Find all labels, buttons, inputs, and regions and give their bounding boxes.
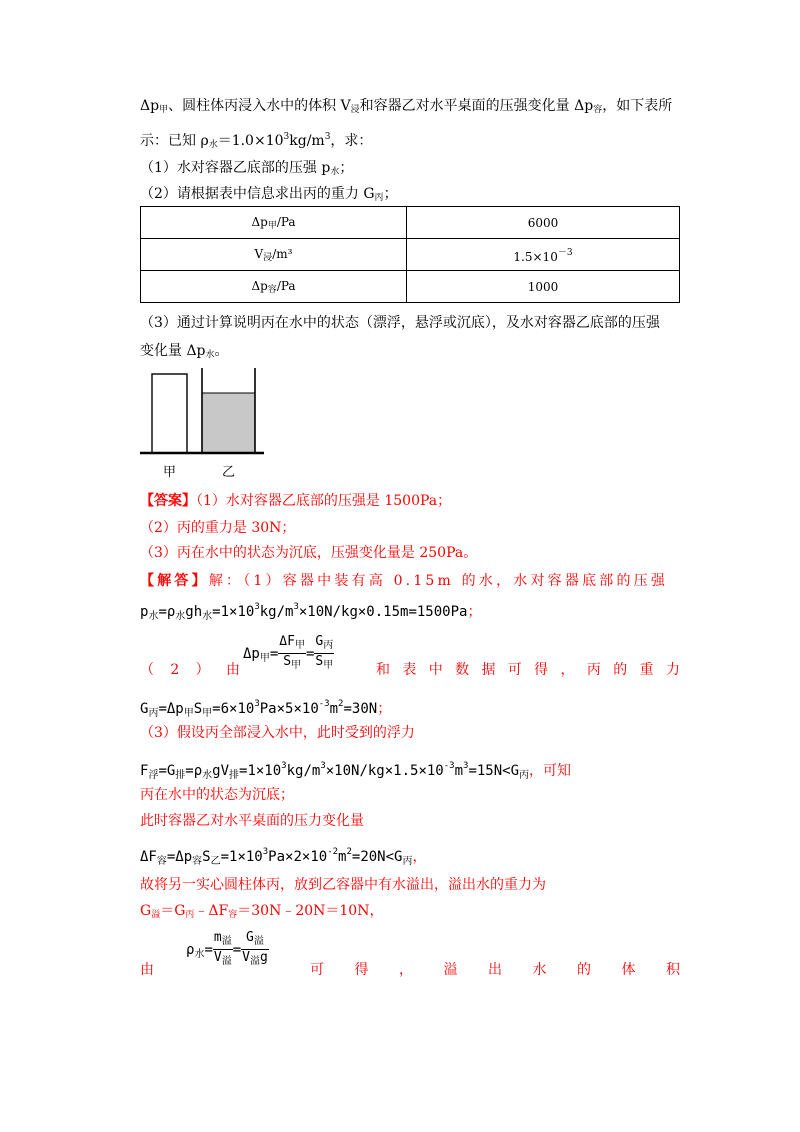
solution-part2-tail: 和 表 中 数 据 可 得 ， 丙 的 重 力 [376,662,680,678]
equation-2: $G_丙=\Delta p_甲S_甲=6\times 10^3Pa\times 5\times 10^{-3}m^2=30N$； [140,699,392,719]
subscript: 容 [593,105,603,115]
solution-sink-conclusion: 丙在水中的状态为沉底； [140,787,294,803]
answer-line-2: （2）丙的重力是 30N； [140,520,296,536]
intro-line-2 [140,127,372,155]
equation-fraction-pressure: Δp甲= $\frac{\Delta F_甲}{S_甲}$ = $\frac{G_丙}{S_甲}$ [243,634,334,671]
fraction: $\frac{\Delta F_甲}{S_甲}$ [279,634,305,671]
table-cell-value: 6000 [407,207,680,239]
table-row [141,207,680,239]
subscript: 甲 [159,105,169,115]
subscript: 浸 [350,105,360,115]
text: 解：（1）容器中装有高 0.15m 的水，水对容器底部的压强 [208,573,669,589]
equation-1: $p_水=\rho_水gh_水=1\times 10^3kg/m^3\times 10N/kg\times 0.15m=1500Pa$； [140,602,482,622]
equation-density-fraction: ρ水= $\frac{m_溢}{V_溢}$ = $\frac{G_溢}{V_溢g}$ [186,930,268,967]
equation-5: $G_溢=G_丙﹣\Delta F_容=30N﹣20N=10N$， [140,903,384,920]
table-row [141,239,680,271]
superscript: 3 [324,132,331,142]
solution-force-change-intro: 此时容器乙对水平桌面的压力变化量 [140,813,364,829]
subscript: 水 [208,140,218,150]
table-cell-value: 1000 [407,271,680,303]
label-jia: 甲 [163,465,177,480]
solution-part3: （3）假设丙全部浸入水中，此时受到的浮力 [140,725,415,741]
data-table [140,206,680,303]
solution-overflow-intro: 故将另一实心圆柱体丙，放到乙容器中有水溢出，溢出水的重力为 [140,877,546,893]
equation-4: $\Delta F_容=\Delta p_容S_乙=1\times 10^3Pa\times 2\times 10^{-2}m^2=20N<G_丙$， [140,847,427,867]
cylinder-jia [152,374,187,453]
answer-heading: 【答案】 [140,493,196,509]
text: ＝1.0×10 [217,133,284,149]
question-1 [140,158,353,182]
fraction: $\frac{G_丙}{S_甲}$ [315,634,334,671]
solution-final-lead: 由 [140,962,154,978]
text: 。 [214,343,229,359]
text: 、圆柱体丙浸入水中的体积 V [168,98,351,114]
equation-3: $F_浮=G_排=\rho_水gV_排=1\times 10^3kg/m^3\times 10N/kg\times 1.5\times 10^{-3}m^3=15N<G_丙$，可知 [140,761,572,781]
text: Δp [140,98,160,114]
text: kg/m [289,133,325,149]
text: （1）水对容器乙底部的压强 p [140,160,331,176]
text: 变化量 Δp [140,343,206,359]
container-figure [140,362,270,482]
superscript: 3 [283,132,290,142]
solution-heading-line [140,571,668,591]
question-3-line-1: （3）通过计算说明丙在水中的状态（漂浮，悬浮或沉底），及水对容器乙底部的压强 [140,315,660,331]
solution-final-tail: 可 得 ， 溢 出 水 的 体 积 [310,962,680,978]
table-cell-label: $\Delta p_甲/Pa$ [141,207,407,239]
text: ； [339,160,354,176]
table-cell-value: $1.5\times 10^{-3}$ [407,239,680,271]
water-in-container-yi [202,393,255,453]
subscript: 水 [330,167,340,177]
label-yi: 乙 [222,465,236,480]
text: ； [383,186,398,202]
subscript: 丙 [374,193,384,203]
intro-line-1 [140,96,672,120]
subscript: 水 [205,350,215,360]
text: （1）水对容器乙底部的压强是 1500Pa； [196,493,452,509]
question-2 [140,184,398,208]
table-cell-label: $V_浸/m^3$ [141,239,407,271]
table-row [141,271,680,303]
text: ，如下表所 [602,98,673,114]
fraction: $\frac{m_溢}{V_溢}$ [213,930,232,967]
answer-line-3: （3）丙在水中的状态为沉底，压强变化量是 250Pa。 [140,545,478,561]
text: 示：已知 ρ [140,133,209,149]
table-cell-label: $\Delta p_容/Pa$ [141,271,407,303]
answer-line-1 [140,491,451,511]
solution-heading: 【解答】 [140,573,209,589]
text: ，求： [330,133,373,149]
fraction: $\frac{G_溢}{V_溢g}$ [242,930,268,967]
text: （2）请根据表中信息求出丙的重力 G [140,186,375,202]
text: 和容器乙对水平桌面的压强变化量 Δp [359,98,594,114]
solution-part2-lead: （ 2 ） 由 [140,662,240,678]
